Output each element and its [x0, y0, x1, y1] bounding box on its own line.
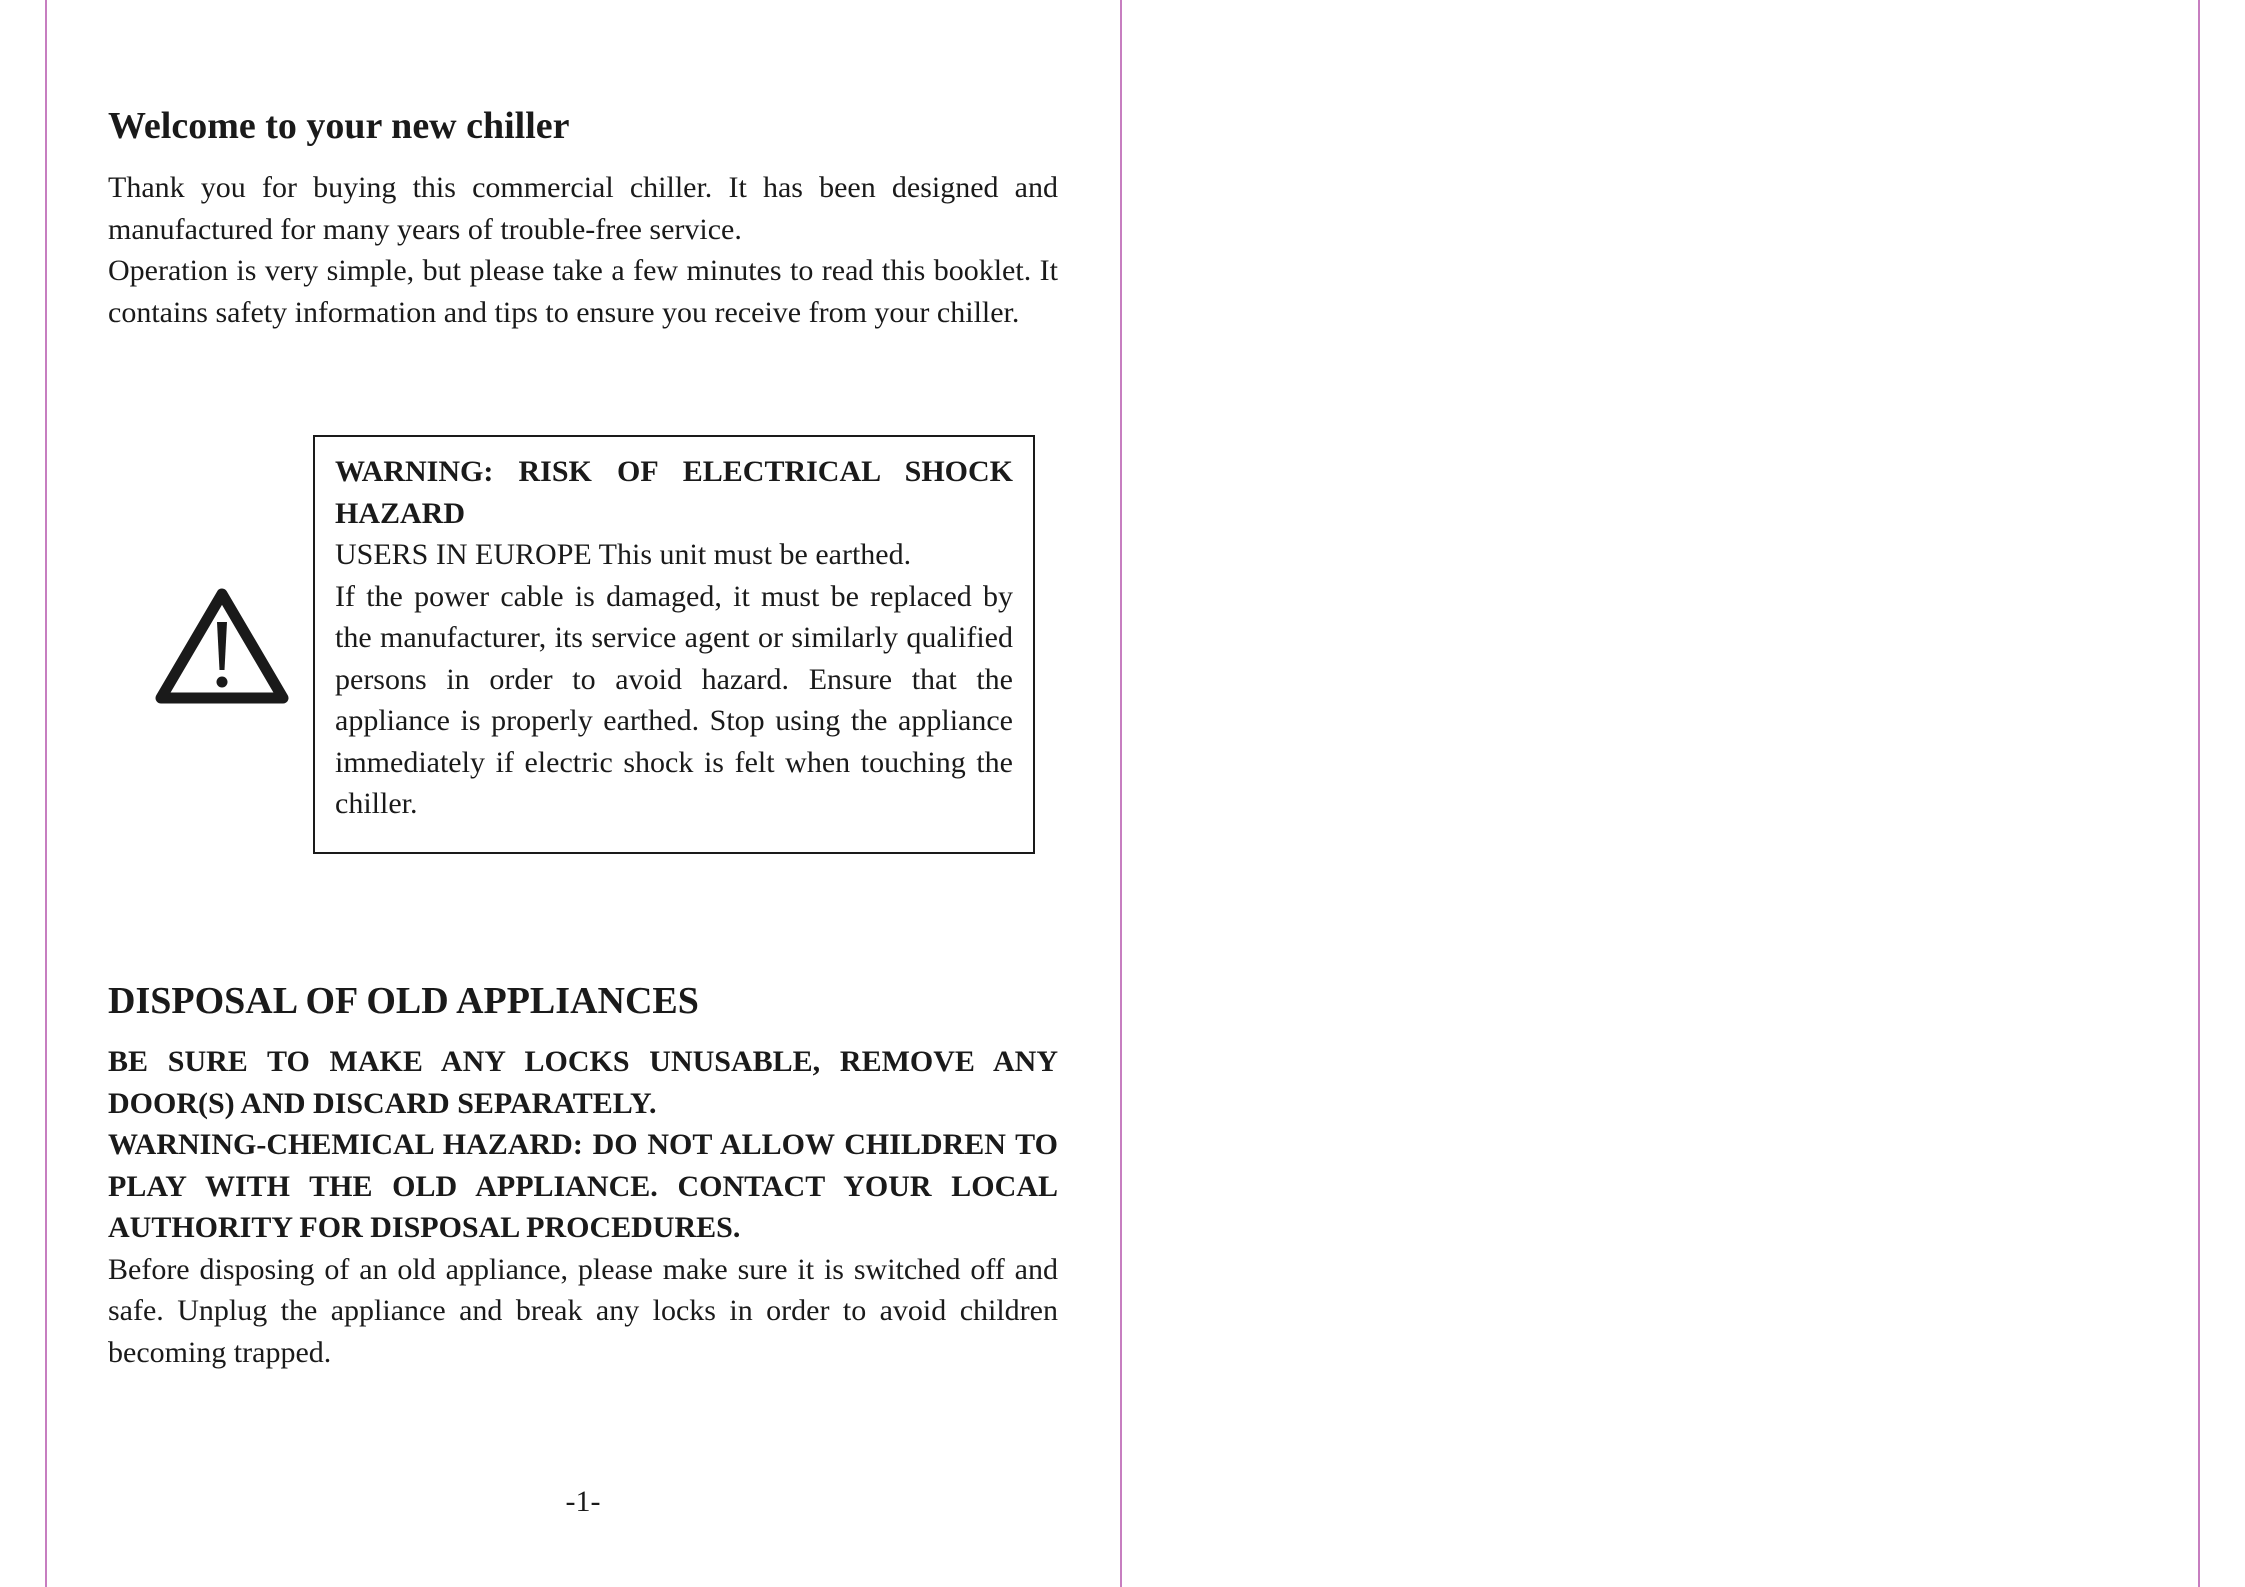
page-number: -1- — [565, 1485, 601, 1518]
disposal-locks-notice: BE SURE TO MAKE ANY LOCKS UNUSABLE, REMOVE ANY DOOR(S) AND DISCARD SEPARATELY. — [108, 1045, 1058, 1120]
intro-text — [108, 167, 1058, 333]
warning-box-body: If the power cable is damaged, it must be replaced by the manufacturer, its service agent or similarly qualified persons in order to avoid hazard. Ensure that the appliance is properly earthed. Stop using the appliance immediately if electric shock is felt when touching the chiller. — [335, 579, 1013, 820]
page-border-left — [45, 0, 47, 1587]
right-page-blank — [1122, 0, 2198, 1587]
welcome-title: Welcome to your new chiller — [108, 105, 570, 147]
disposal-body: Before disposing of an old appliance, please make sure it is switched off and safe. Unplug the appliance and break any locks in order to avoid children becoming trapped. — [108, 1252, 1058, 1369]
left-page — [108, 0, 1058, 1587]
intro-paragraph: Thank you for buying this commercial chiller. It has been designed and manufactured for many years of trouble-free service. — [108, 171, 1058, 246]
warning-box-title: WARNING: RISK OF ELECTRICAL SHOCK HAZARD — [335, 455, 1013, 530]
electrical-warning-box — [313, 435, 1035, 854]
disposal-chemical-warning: WARNING-CHEMICAL HAZARD: DO NOT ALLOW CHILDREN TO PLAY WITH THE OLD APPLIANCE. CONTACT YOUR LOCAL AUTHORITY FOR DISPOSAL PROCEDURES. — [108, 1128, 1058, 1244]
intro-paragraph: Operation is very simple, but please take a few minutes to read this booklet. It contains safety information and tips to ensure you receive from your chiller. — [108, 254, 1058, 329]
warning-triangle-icon — [152, 584, 292, 708]
disposal-title: DISPOSAL OF OLD APPLIANCES — [108, 980, 699, 1022]
disposal-text — [108, 1041, 1058, 1373]
page-border-right — [2198, 0, 2200, 1587]
warning-box-line: USERS IN EUROPE This unit must be earthed. — [335, 538, 912, 571]
